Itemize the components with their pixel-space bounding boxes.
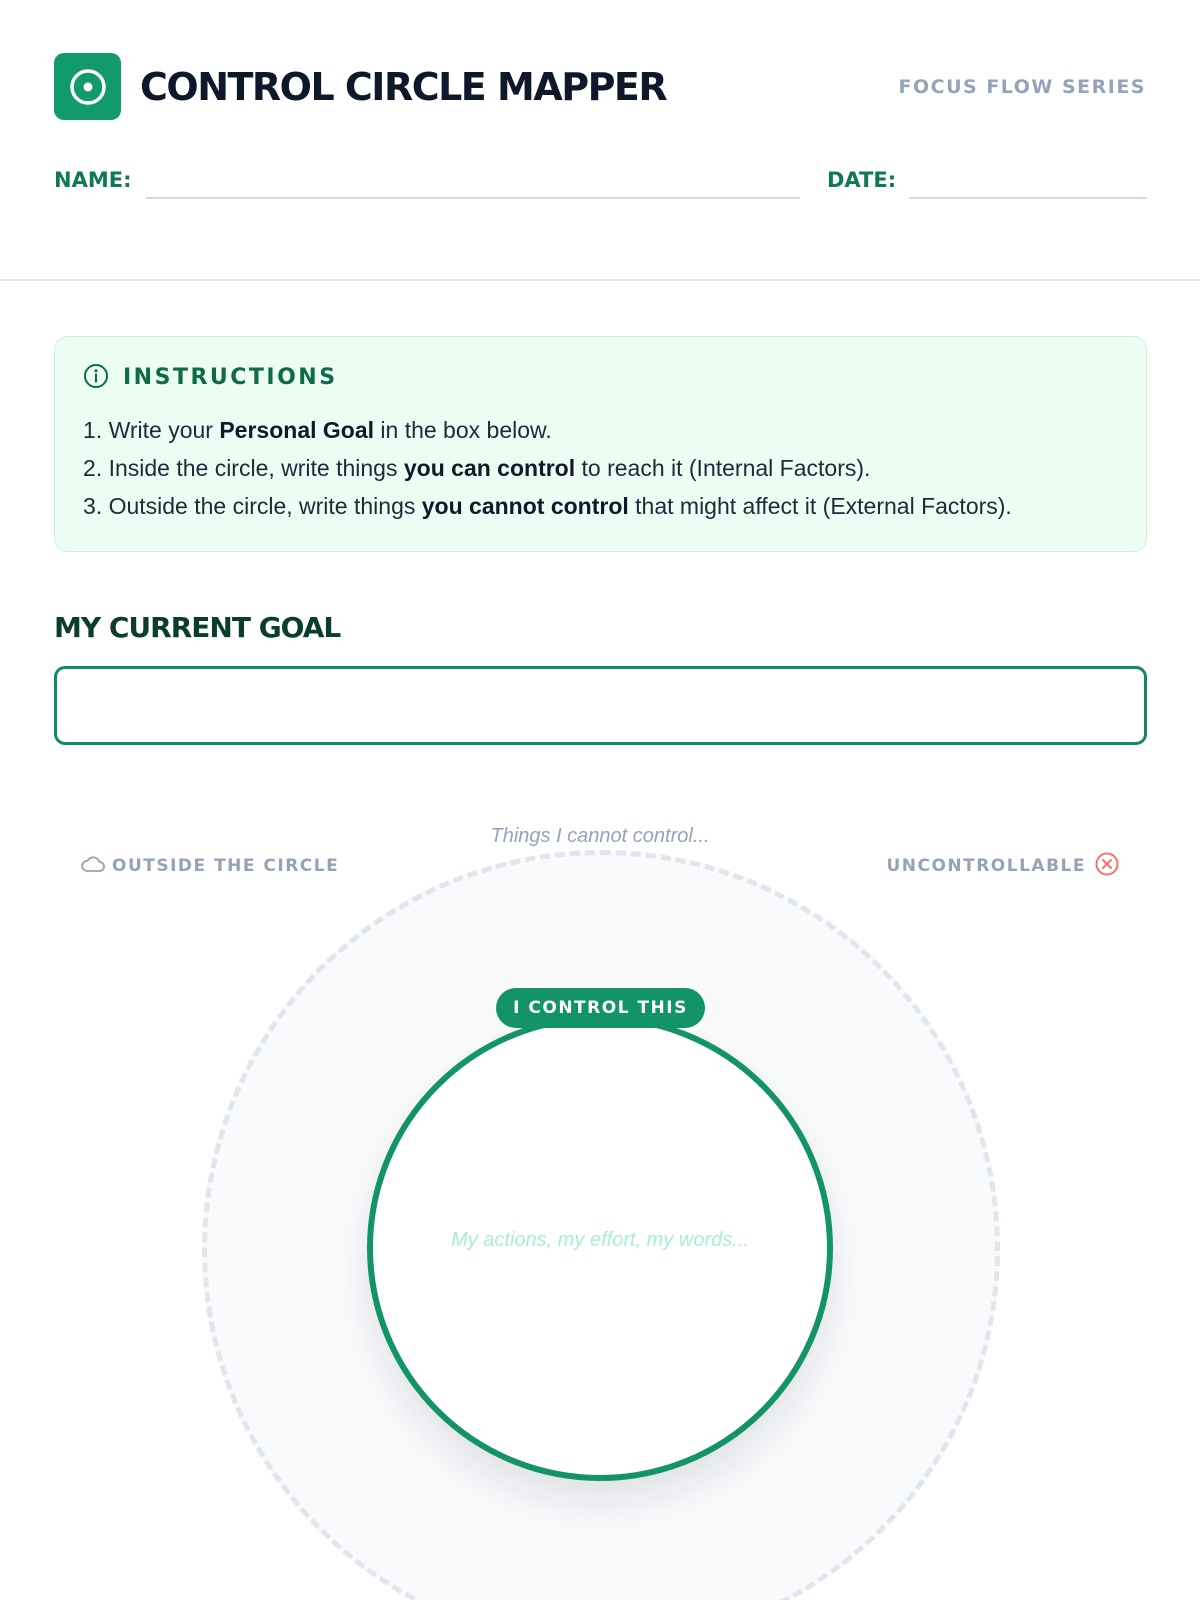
name-field[interactable] xyxy=(146,197,800,199)
series-label: FOCUS FLOW SERIES xyxy=(898,76,1146,98)
outside-circle-label xyxy=(80,851,339,881)
inner-circle-hint: My actions, my effort, my words... xyxy=(451,1229,749,1251)
cloud-icon xyxy=(80,854,106,879)
date-field[interactable] xyxy=(909,197,1147,199)
uncontrollable-text: UNCONTROLLABLE xyxy=(886,856,1086,876)
control-badge: I CONTROL THIS xyxy=(496,988,705,1028)
goal-input[interactable] xyxy=(54,666,1147,745)
date-label: DATE: xyxy=(827,168,897,192)
outside-circle-text: OUTSIDE THE CIRCLE xyxy=(112,856,340,876)
name-label: NAME: xyxy=(54,168,132,192)
instructions-box xyxy=(54,336,1147,552)
instruction-step: 1. Write your Personal Goal in the box below. xyxy=(83,417,552,443)
instruction-step: 3. Outside the circle, write things you cannot control that might affect it (External Factors). xyxy=(83,493,1012,519)
x-circle-icon xyxy=(1094,851,1120,882)
goal-heading: MY CURRENT GOAL xyxy=(54,611,341,644)
instructions-header xyxy=(83,361,338,395)
instructions-title: INSTRUCTIONS xyxy=(123,365,338,390)
target-icon xyxy=(54,53,121,120)
outer-circle-hint: Things I cannot control... xyxy=(490,825,710,847)
header xyxy=(54,53,1146,121)
instruction-step: 2. Inside the circle, write things you can control to reach it (Internal Factors). xyxy=(83,455,871,481)
info-icon xyxy=(83,363,109,394)
section-divider xyxy=(0,279,1200,281)
page-title: CONTROL CIRCLE MAPPER xyxy=(140,65,667,109)
uncontrollable-label xyxy=(886,851,1120,881)
